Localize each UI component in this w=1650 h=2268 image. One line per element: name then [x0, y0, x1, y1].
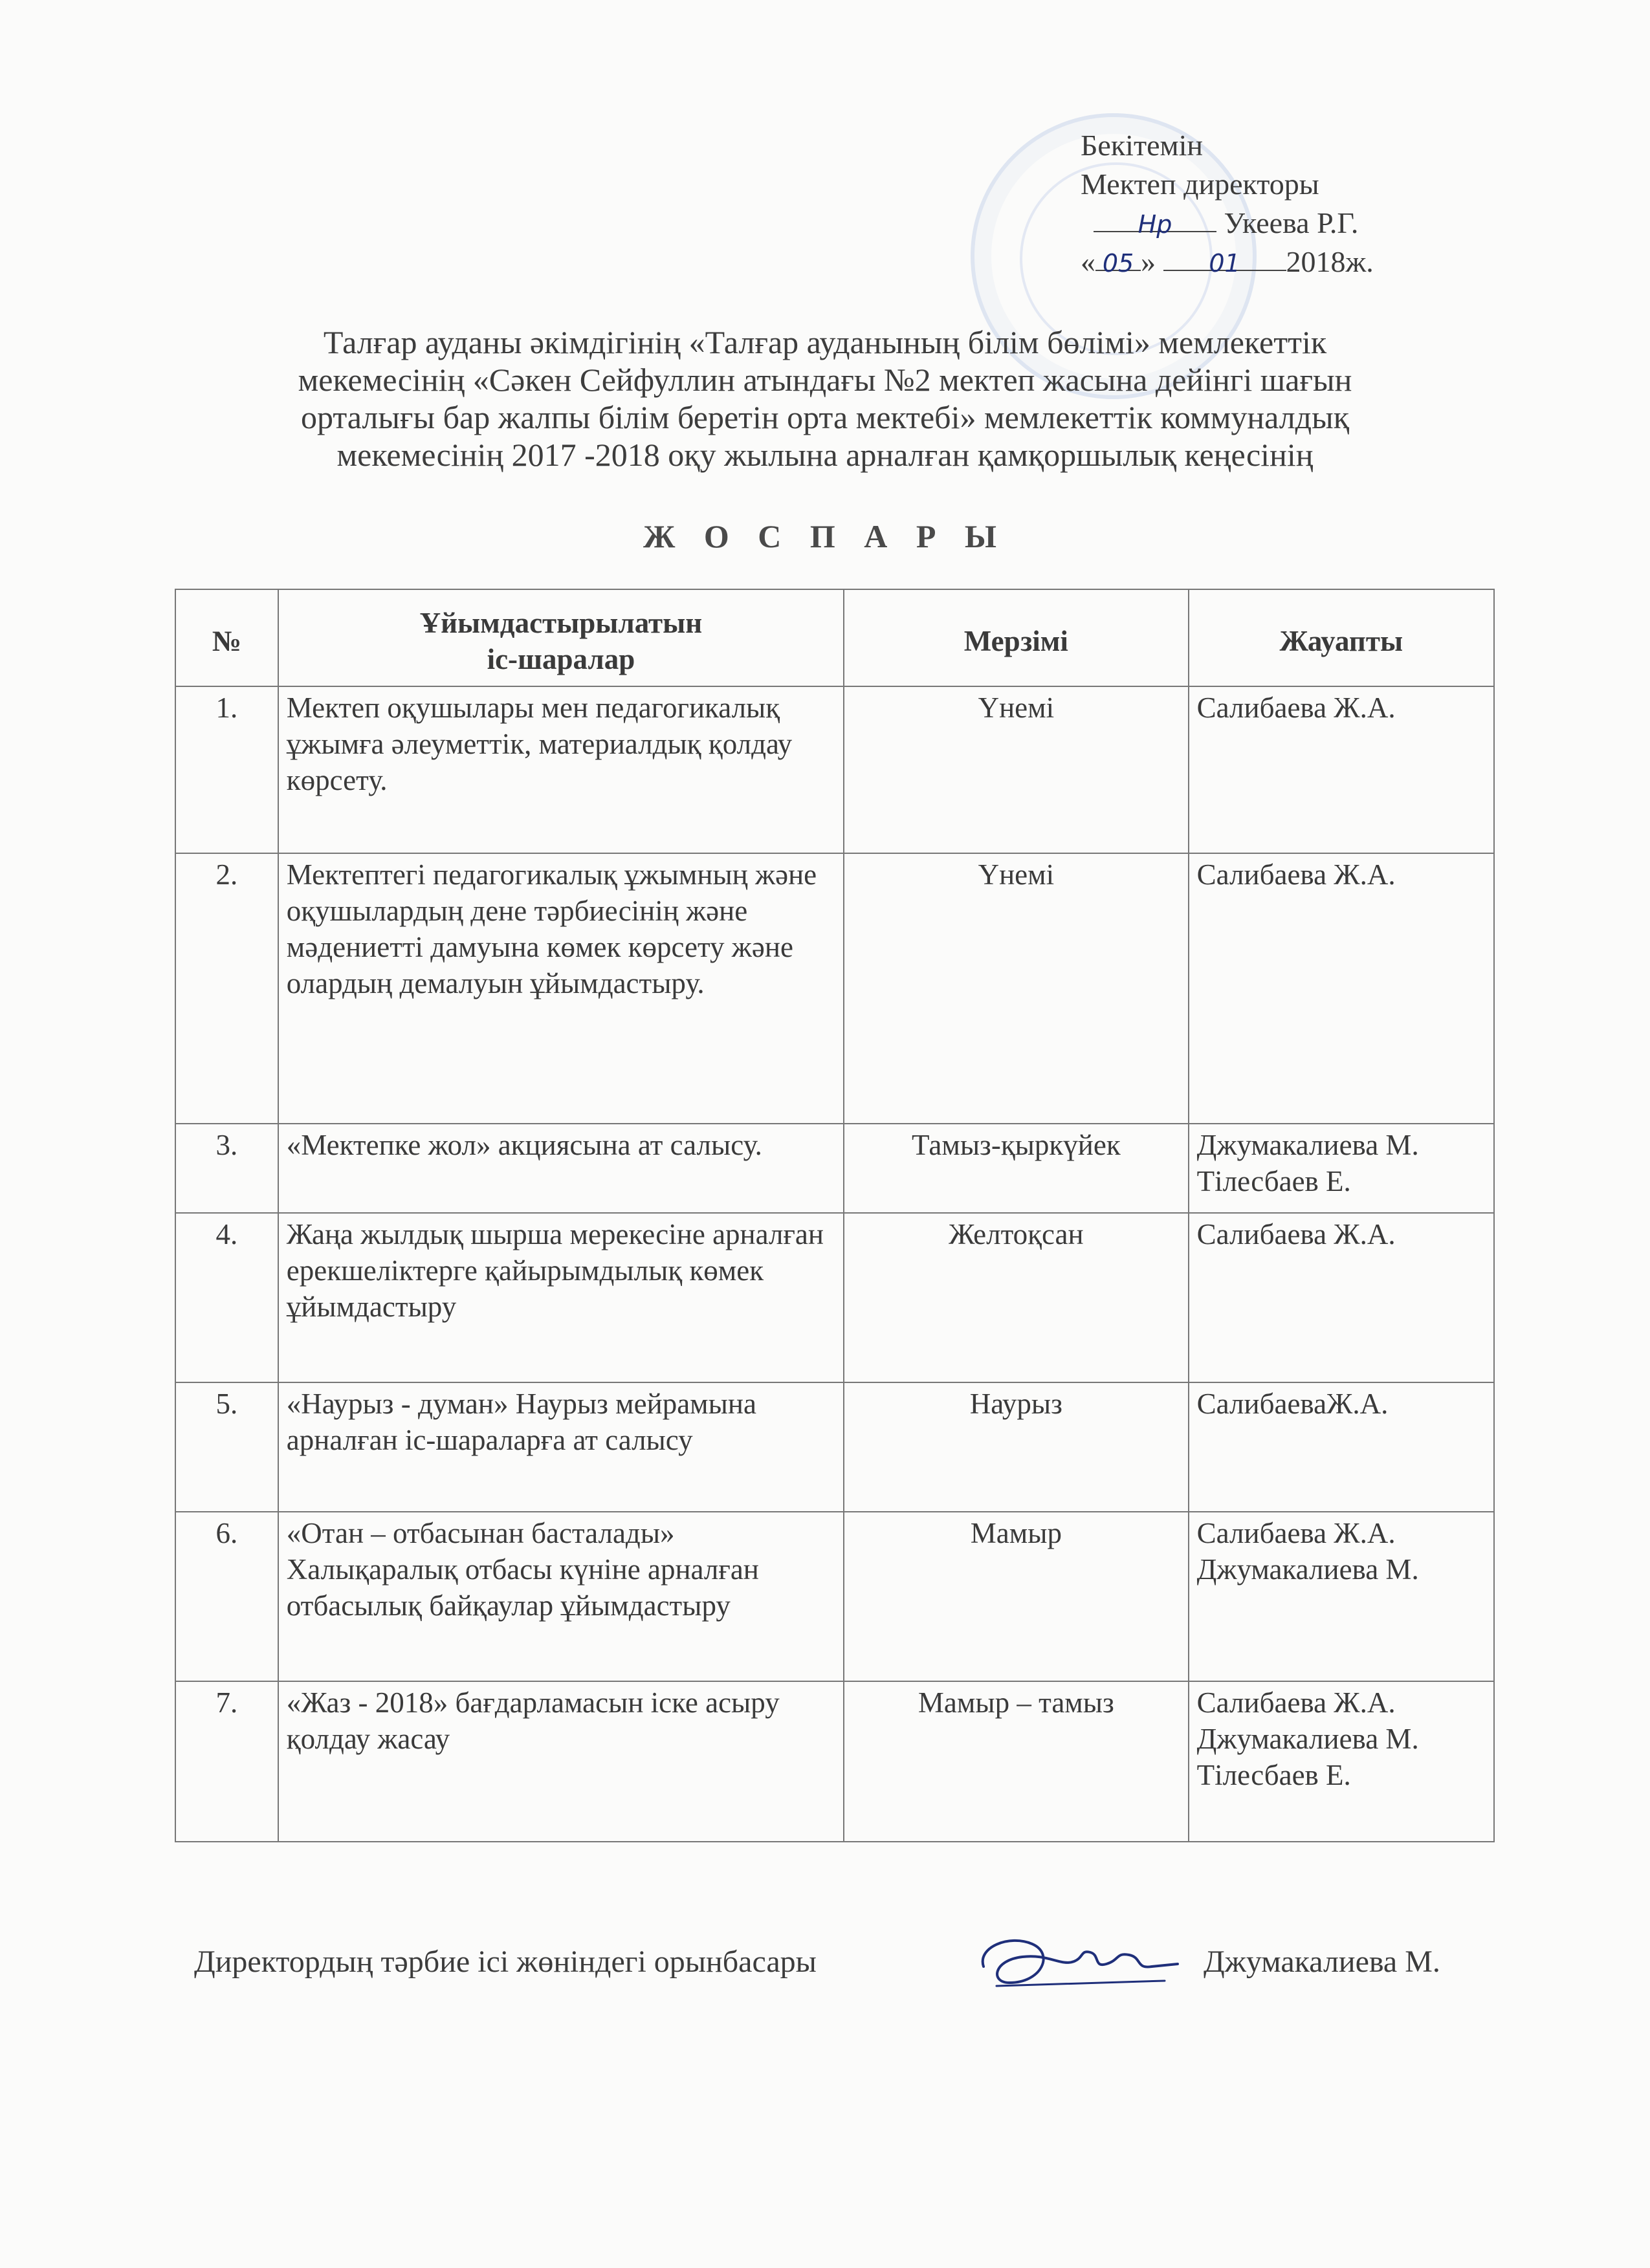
header-date: Мерзімі	[844, 589, 1189, 686]
row-no: 7.	[175, 1681, 278, 1842]
approval-position: Мектеп директоры	[1081, 168, 1319, 201]
row-date: Үнемі	[844, 686, 1189, 853]
row-no: 6.	[175, 1512, 278, 1681]
heading-line: Талғар ауданы әкімдігінің «Талғар ауданының білім бөлімі» мемлекеттік	[323, 324, 1327, 360]
responsible-name: Салибаева Ж.А.	[1196, 1517, 1396, 1549]
document-footer	[194, 1944, 1488, 1996]
responsible-name: Тілесбаев Е.	[1196, 1165, 1351, 1197]
table-header-row	[175, 589, 1494, 686]
date-day: 05	[1102, 249, 1134, 278]
row-event: Мектеп оқушылары мен педагогикалық ұжымға әлеуметтік, материалдық қолдау көрсету.	[278, 686, 844, 853]
date-day-blank	[1095, 243, 1141, 278]
row-responsible	[1189, 1124, 1494, 1213]
responsible-name: СалибаеваЖ.А.	[1196, 1388, 1389, 1420]
responsible-name: Джумакалиева М.	[1196, 1553, 1419, 1586]
table-row	[175, 1213, 1494, 1382]
responsible-name: Джумакалиева М.	[1196, 1723, 1419, 1755]
row-date: Үнемі	[844, 853, 1189, 1124]
row-no: 4.	[175, 1213, 278, 1382]
responsible-name: Салибаева Ж.А.	[1196, 692, 1396, 724]
responsible-name: Тілесбаев Е.	[1196, 1759, 1351, 1791]
date-open-quote: «	[1081, 245, 1095, 278]
signature-blank	[1094, 204, 1216, 239]
handwritten-signature	[971, 1921, 1184, 1999]
header-event-line1: Ұйымдастырылатын	[419, 607, 703, 639]
row-event: «Мектепке жол» акциясына ат салысу.	[278, 1124, 844, 1213]
row-date: Наурыз	[844, 1382, 1189, 1512]
plan-table	[175, 589, 1495, 1842]
date-close-quote: »	[1141, 245, 1156, 278]
row-no: 1.	[175, 686, 278, 853]
row-date: Тамыз-қыркүйек	[844, 1124, 1189, 1213]
table-row	[175, 1681, 1494, 1842]
plan-title: Ж О С П А Р Ы	[643, 518, 1007, 554]
date-month-blank	[1163, 243, 1286, 278]
row-responsible	[1189, 1382, 1494, 1512]
row-responsible	[1189, 686, 1494, 853]
responsible-name: Салибаева Ж.А.	[1196, 1686, 1396, 1719]
row-date: Мамыр – тамыз	[844, 1681, 1189, 1842]
table-row	[175, 1382, 1494, 1512]
responsible-name: Джумакалиева М.	[1196, 1129, 1419, 1161]
header-no: №	[175, 589, 278, 686]
row-event: «Жаз - 2018» бағдарламасын іске асыру қолдау жасау	[278, 1681, 844, 1842]
header-responsible: Жауапты	[1189, 589, 1494, 686]
row-date: Мамыр	[844, 1512, 1189, 1681]
deputy-position: Директордың тәрбие ісі жөніндегі орынбасары	[194, 1945, 817, 1979]
approval-title: Бекітемін	[1081, 129, 1203, 162]
row-date: Желтоқсан	[844, 1213, 1189, 1382]
row-event: «Отан – отбасынан басталады» Халықаралық отбасы күніне арналған отбасылық байқаулар ұйымдастыру	[278, 1512, 844, 1681]
row-event: Жаңа жылдық шырша мерекесіне арналған ерекшеліктерге қайырымдылық көмек ұйымдастыру	[278, 1213, 844, 1382]
heading-line: мекемесінің «Сәкен Сейфуллин атындағы №2 мектеп жасына дейінгі шағын	[298, 362, 1352, 398]
table-row	[175, 1512, 1494, 1681]
deputy-name: Джумакалиева М.	[1204, 1945, 1440, 1979]
row-no: 2.	[175, 853, 278, 1124]
responsible-name: Салибаева Ж.А.	[1196, 858, 1396, 891]
heading-line: орталығы бар жалпы білім беретін орта мектебі» мемлекеттік коммуналдық	[301, 399, 1349, 435]
row-responsible	[1189, 1213, 1494, 1382]
responsible-name: Салибаева Ж.А.	[1196, 1218, 1396, 1250]
row-event: «Наурыз - думан» Наурыз мейрамына арналған іс-шараларға ат салысу	[278, 1382, 844, 1512]
approval-signature-line	[1081, 204, 1482, 243]
table-row	[175, 853, 1494, 1124]
approval-date	[1081, 243, 1482, 281]
approval-block	[1081, 126, 1482, 281]
document-heading	[194, 323, 1456, 474]
header-event-line2: іс-шаралар	[487, 643, 635, 675]
row-responsible	[1189, 1681, 1494, 1842]
row-event: Мектептегі педагогикалық ұжымның және оқушылардың дене тәрбиесінің және мәдениетті дамуына көмек көрсету және олардың демалуын ұйымдастыру.	[278, 853, 844, 1124]
heading-line: мекемесінің 2017 -2018 оқу жылына арналған қамқоршылық кеңесінің	[336, 437, 1314, 473]
date-year: 2018ж.	[1286, 245, 1374, 278]
table-row	[175, 686, 1494, 853]
row-responsible	[1189, 1512, 1494, 1681]
header-event	[278, 589, 844, 686]
table-row	[175, 1124, 1494, 1213]
row-no: 5.	[175, 1382, 278, 1512]
director-signature-mark: Нр	[1138, 210, 1172, 239]
director-name: Укеева Р.Г.	[1224, 206, 1359, 239]
row-no: 3.	[175, 1124, 278, 1213]
row-responsible	[1189, 853, 1494, 1124]
date-month: 01	[1209, 249, 1240, 278]
